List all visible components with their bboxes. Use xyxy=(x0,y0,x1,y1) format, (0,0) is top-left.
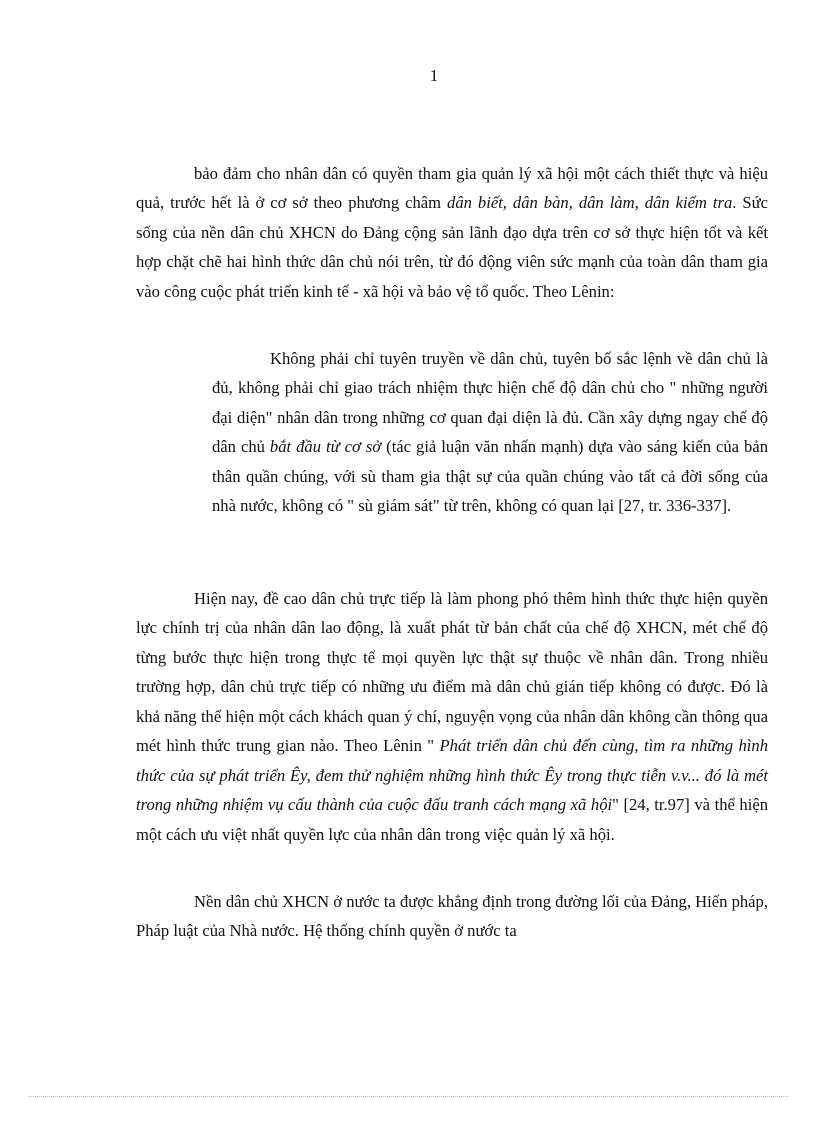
paragraph-2 xyxy=(136,584,768,850)
paragraph-3 xyxy=(136,887,768,946)
block-quote-text-b: (tác giả luận văn nhấn mạnh) dựa vào sáng kiến của bản thân quần chúng, với sù tham gia thật sự của quần chúng vào tất cả đời sống của nhà nước, không có " sù giám sát" từ trên, không có quan lại [27, tr. 336-337]. xyxy=(212,437,768,516)
paragraph-1 xyxy=(136,159,768,307)
paragraph-1-text-b: . Sức sống của nền dân chủ XHCN do Đảng cộng sản lãnh đạo dựa trên cơ sở thực hiện tốt và kết hợp chặt chẽ hai hình thức dân chủ nói trên, từ đó động viên sức mạnh của toàn dân tham gia vào công cuộc phát triển kinh tế - xã hội và bảo vệ tổ quốc. Theo Lênin: xyxy=(136,193,768,301)
page-number: 1 xyxy=(429,66,439,85)
paragraph-2-text-b: " [24, tr.97] và thể hiện một cách ưu việt nhất quyền lực của nhân dân trong việc quản lý xã hội. xyxy=(136,795,768,844)
page-bottom-divider xyxy=(28,1096,788,1097)
paragraph-2-italic: Phát triển dân chủ đến cùng, tìm ra những hình thức của sự phát triển Êy, đem thử nghiệm những hình thức Êy trong thực tiễn v.v... đó là mét trong những nhiệm vụ cấu thành của cuộc đấu tranh cách mạng xã hội xyxy=(136,736,768,815)
block-quote-text-a: Không phải chỉ tuyên truyền về dân chủ, tuyên bố sắc lệnh về dân chủ là đủ, không phải chỉ giao trách nhiệm thực hiện chế độ dân chủ cho " những người đại diện" nhân dân trong những cơ quan đại diện là đủ. Cần xây dựng ngay chế độ dân chủ xyxy=(212,348,768,457)
block-quote-italic: bắt đầu từ cơ sở xyxy=(269,437,382,457)
paragraph-2-text-a: Hiện nay, đề cao dân chủ trực tiếp là làm phong phó thêm hình thức thực hiện quyền lực chính trị của nhân dân lao động, là xuất phát từ bản chất của chế độ XHCN, mét chế độ từng bước thực hiện trong thực tế mọi quyền lực thật sự thuộc về nhân dân. Trong nhiều trường hợp, dân chủ trực tiếp có những ưu điểm mà dân chủ gián tiếp không có được. Đó là khả năng thể hiện một cách khách quan ý chí, nguyện vọng của nhân dân không cần thông qua mét hình thức trung gian nào. Theo Lênin " xyxy=(136,588,768,756)
block-quote xyxy=(212,344,768,521)
paragraph-1-italic: dân biết, dân bàn, dân làm, dân kiểm tra xyxy=(447,193,733,213)
paragraph-3-text: Nền dân chủ XHCN ở nước ta được khẳng định trong đường lối của Đảng, Hiến pháp, Pháp luật của Nhà nước. Hệ thống chính quyền ở nước ta xyxy=(136,891,768,941)
paragraph-1-text-a: bảo đảm cho nhân dân có quyền tham gia quản lý xã hội một cách thiết thực và hiệu quả, trước hết là ở cơ sở theo phương châm xyxy=(136,163,768,213)
